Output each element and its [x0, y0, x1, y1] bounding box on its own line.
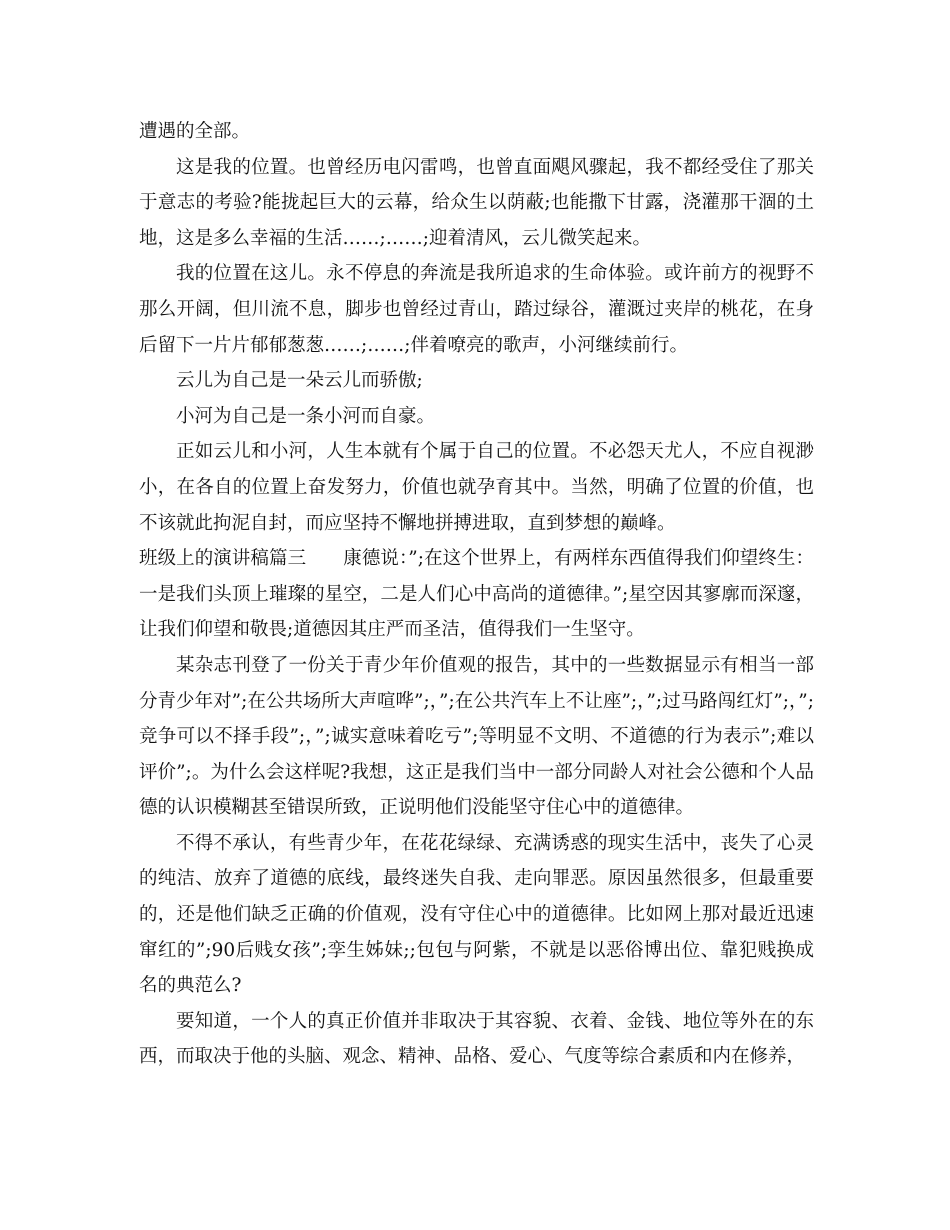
- paragraph-speech-three-heading: 班级上的演讲稿篇三 康德说：”;在这个世界上，有两样东西值得我们仰望终生：一是我们头顶上璀璨的星空，二是人们心中高尚的道德律。”;星空因其寥廓而深邃，让我们仰望和敬畏;道德因其庄严而圣洁，值得我们一生坚守。: [139, 548, 814, 641]
- paragraph-true-value: 要知道，一个人的真正价值并非取决于其容貌、衣着、金钱、地位等外在的东西，而取决于他的头脑、观念、精神、品格、爱心、气度等综合素质和内在修养，: [139, 1010, 814, 1068]
- document-body: [139, 114, 814, 1075]
- paragraph-cloud-position: 这是我的位置。也曾经历电闪雷鸣，也曾直面飓风骤起，我不都经受住了那关于意志的考验?能拢起巨大的云幕，给众生以荫蔽;也能撒下甘露，浇灌那干涸的土地，这是多么幸福的生活……;……;迎着清风，云儿微笑起来。: [139, 156, 814, 249]
- paragraph-river-pride: 小河为自己是一条小河而自豪。: [176, 405, 436, 427]
- paragraph-conclusion: 正如云儿和小河，人生本就有个属于自己的位置。不必怨天尤人，不应自视渺小，在各自的位置上奋发努力，价值也就孕育其中。当然，明确了位置的价值，也不该就此拘泥自封，而应坚持不懈地拼搏进取，直到梦想的巅峰。: [139, 441, 814, 534]
- paragraph-river-position: 我的位置在这儿。永不停息的奔流是我所追求的生命体验。或许前方的视野不那么开阔，但川流不息，脚步也曾经过青山，踏过绿谷，灌溉过夹岸的桃花，在身后留下一片片郁郁葱葱……;……;伴着嘹亮的歌声，小河继续前行。: [139, 263, 814, 356]
- paragraph-continuation: 遭遇的全部。: [139, 121, 251, 142]
- paragraph-cloud-pride: 云儿为自己是一朵云儿而骄傲;: [176, 370, 423, 392]
- paragraph-magazine-report: 某杂志刊登了一份关于青少年价值观的报告，其中的一些数据显示有相当一部分青少年对”;在公共场所大声喧哗”;，”;在公共汽车上不让座”;，”;过马路闯红灯”;，”;竞争可以不择手段”;，”;诚实意味着吃亏”;等明显不文明、不道德的行为表示”;难以评价”;。为什么会这样呢?我想，这正是我们当中一部分同龄人对社会公德和个人品德的认识模糊甚至错误所致，正说明他们没能坚守住心中的道德律。: [139, 654, 814, 819]
- paragraph-youth-values: 不得不承认，有些青少年，在花花绿绿、充满诱惑的现实生活中，丧失了心灵的纯洁、放弃了道德的底线，最终迷失自我、走向罪恶。原因虽然很多，但最重要的，还是他们缺乏正确的价值观，没有守住心中的道德律。比如网上那对最近迅速窜红的”;90后贱女孩”;孪生姊妹;;包包与阿紫，不就是以恶俗博出位、靠犯贱换成名的典范么?: [139, 832, 814, 997]
